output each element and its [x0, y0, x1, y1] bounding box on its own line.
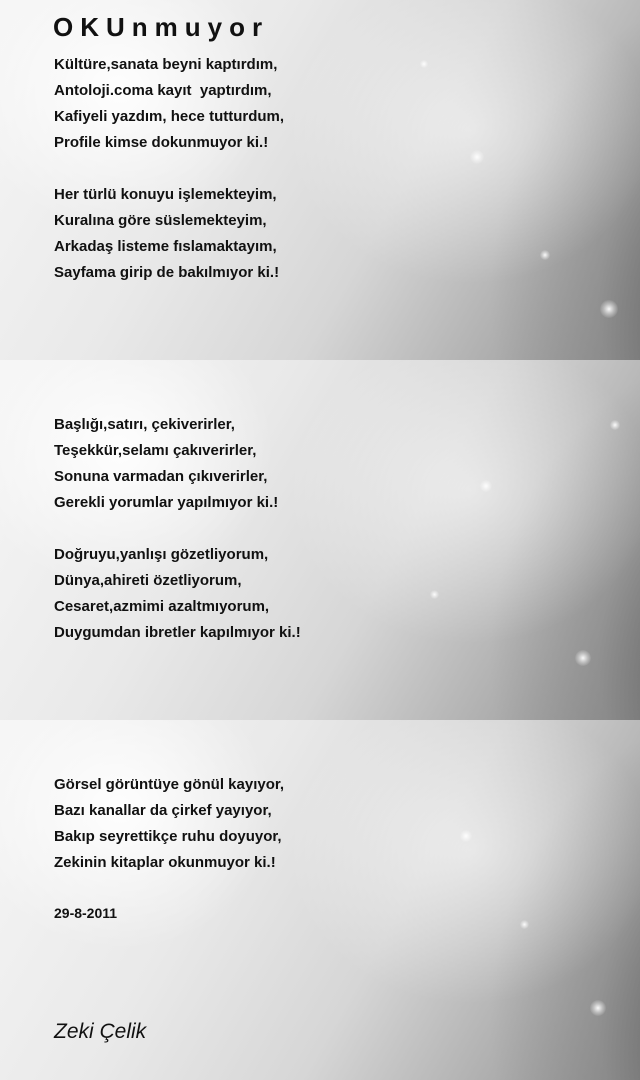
poem-line: Cesaret,azmimi azaltmıyorum,	[54, 598, 270, 615]
sparkle-decoration	[575, 650, 591, 666]
poem-line: Kültüre,sanata beyni kaptırdım,	[54, 56, 278, 73]
sparkle-decoration	[590, 1000, 606, 1016]
poem-line: Bazı kanallar da çirkef yayıyor,	[54, 802, 272, 819]
poem-line: Kuralına göre süslemekteyim,	[54, 212, 267, 229]
sparkle-decoration	[460, 830, 472, 842]
poem-line: Arkadaş listeme fıslamaktayım,	[54, 238, 277, 255]
poem-line: Sonuna varmadan çıkıverirler,	[54, 468, 268, 485]
background-panel-middle	[0, 360, 640, 720]
sparkle-decoration	[470, 150, 484, 164]
poem-line: Doğruyu,yanlışı gözetliyorum,	[54, 546, 269, 563]
sparkle-decoration	[610, 420, 620, 430]
stanza-1	[54, 52, 284, 156]
poem-date: 29-8-2011	[54, 905, 118, 921]
poem-line: Zekinin kitaplar okunmuyor ki.!	[54, 854, 276, 871]
background-panel-top	[0, 0, 640, 360]
background-panel-bottom	[0, 720, 640, 1080]
poem-line: Antoloji.coma kayıt yaptırdım,	[54, 82, 272, 99]
poem-line: Gerekli yorumlar yapılmıyor ki.!	[54, 494, 279, 511]
sparkle-decoration	[480, 480, 492, 492]
stanza-5	[54, 772, 284, 876]
poem-line: Görsel görüntüye gönül kayıyor,	[54, 776, 285, 793]
sparkle-decoration	[600, 300, 618, 318]
poem-title: OKUnmuyor	[53, 12, 270, 42]
poem-line: Profile kimse dokunmuyor ki.!	[54, 134, 269, 151]
stanza-4	[54, 542, 301, 646]
sparkle-decoration	[540, 250, 550, 260]
poem-line: Sayfama girip de bakılmıyor ki.!	[54, 264, 280, 281]
sparkle-decoration	[420, 60, 428, 68]
sparkle-decoration	[520, 920, 529, 929]
sparkle-decoration	[430, 590, 439, 599]
poem-line: Teşekkür,selamı çakıverirler,	[54, 442, 257, 459]
stanza-2	[54, 182, 279, 286]
poem-line: Her türlü konuyu işlemekteyim,	[54, 186, 277, 203]
poem-line: Kafiyeli yazdım, hece tutturdum,	[54, 108, 285, 125]
poem-line: Dünya,ahireti özetliyorum,	[54, 572, 242, 589]
stanza-3	[54, 412, 278, 516]
poem-line: Başlığı,satırı, çekiverirler,	[54, 416, 235, 433]
poem-line: Duygumdan ibretler kapılmıyor ki.!	[54, 624, 301, 641]
poem-line: Bakıp seyrettikçe ruhu doyuyor,	[54, 828, 282, 845]
poem-author: Zeki Çelik	[54, 1020, 147, 1043]
